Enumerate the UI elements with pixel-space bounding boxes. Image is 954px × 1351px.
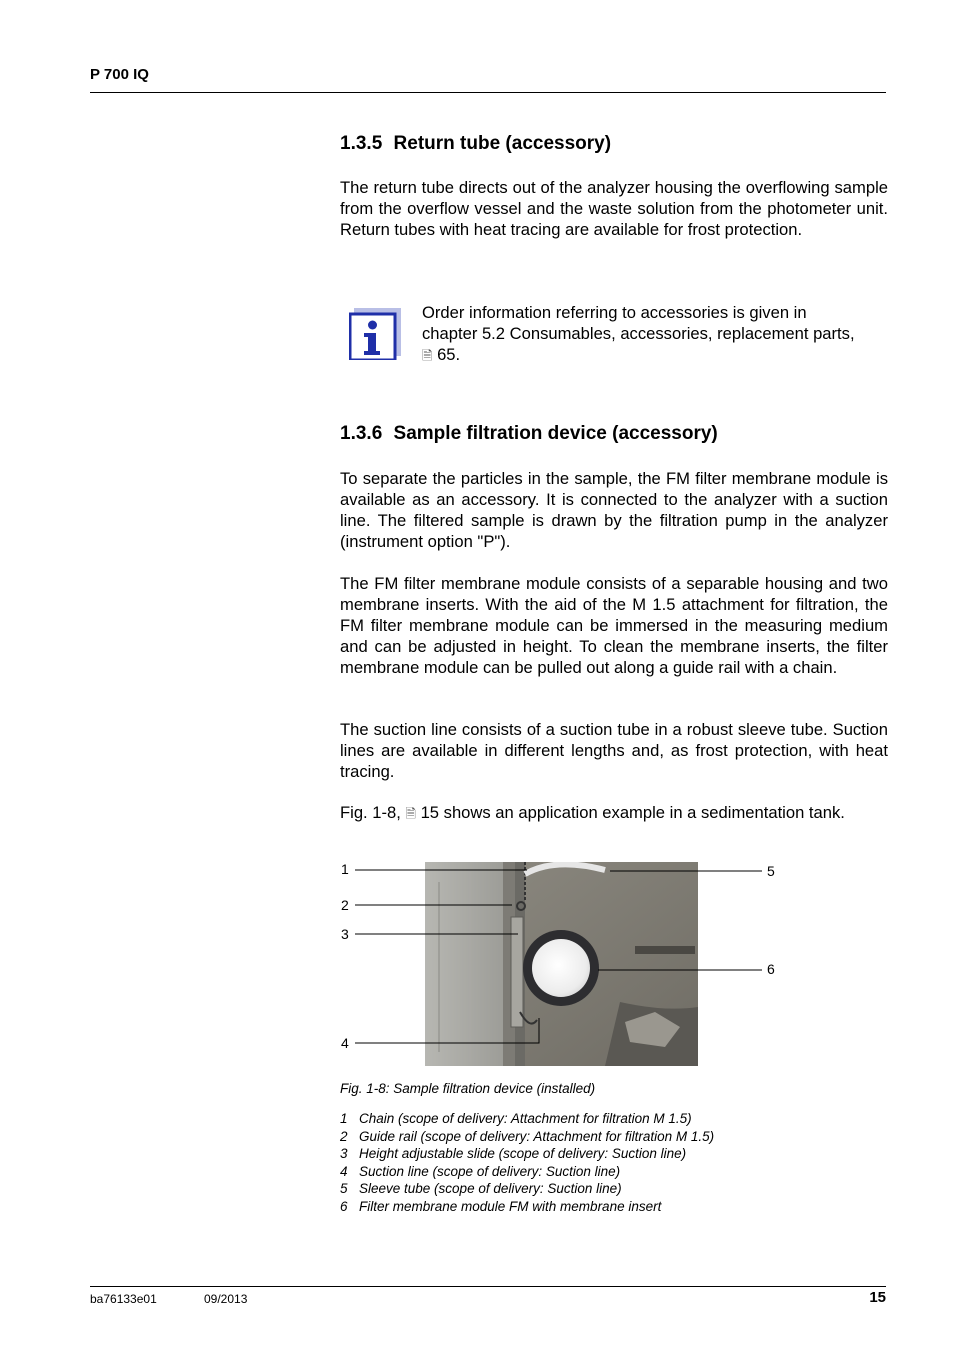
paragraph: The return tube directs out of the analyzer housing the overflowing sample from the overflow vessel and the waste solution from the photometer unit. Return tubes with heat tracing are available for frost protection. bbox=[340, 178, 888, 239]
paragraph: The FM filter membrane module consists of a separable housing and two membrane inserts. With the aid of the M 1.5 attachment for filtration, the FM filter membrane module can be immersed in the measuring medium and can be adjusted in height. To clean the membrane inserts, the filter membrane module can be pulled out along a guide rail with a chain. bbox=[340, 574, 888, 677]
document-title: P 700 IQ bbox=[90, 66, 149, 83]
section-heading-1-3-6 bbox=[340, 423, 718, 445]
section-title: Return tube (accessory) bbox=[393, 133, 612, 154]
info-note bbox=[422, 302, 888, 366]
callout-number: 1 bbox=[341, 861, 349, 877]
page-reference-icon: 🗎 bbox=[422, 348, 433, 363]
callout-number: 2 bbox=[341, 897, 349, 913]
document-id: ba76133e01 bbox=[90, 1292, 157, 1306]
page-reference-icon: 🗎 bbox=[405, 806, 416, 821]
callout-number: 6 bbox=[767, 961, 775, 977]
paragraph: To separate the particles in the sample, the FM filter membrane module is available as an accessory. It is connected to the analyzer with a suction line. The filtered sample is drawn by the filtration pump in the analyzer (instrument option "P"). bbox=[340, 469, 888, 551]
info-note-line: chapter 5.2 Consumables, accessories, replacement parts, bbox=[422, 324, 855, 343]
info-note-line: Order information referring to accessories is given in bbox=[422, 303, 807, 322]
header-rule bbox=[90, 92, 886, 93]
figure-legend bbox=[340, 1110, 714, 1216]
legend-item: 6 Filter membrane module FM with membrane insert bbox=[340, 1198, 662, 1214]
callout-number: 5 bbox=[767, 863, 775, 879]
info-note-ref[interactable] bbox=[422, 344, 888, 366]
section-number: 1.3.5 bbox=[340, 133, 383, 154]
figure-caption: Fig. 1-8: Sample filtration device (installed) bbox=[340, 1081, 596, 1096]
legend-item: 4 Suction line (scope of delivery: Suction line) bbox=[340, 1163, 621, 1179]
paragraph-figure-reference bbox=[340, 802, 888, 824]
figure-link[interactable]: Fig. 1-8, bbox=[340, 803, 401, 822]
callout-number: 3 bbox=[341, 926, 349, 942]
section-number: 1.3.6 bbox=[340, 423, 383, 444]
page-reference-number: 65. bbox=[437, 345, 461, 364]
footer-rule bbox=[90, 1286, 886, 1287]
filtration-device-photo bbox=[425, 862, 698, 1066]
legend-item: 2 Guide rail (scope of delivery: Attachment for filtration M 1.5) bbox=[340, 1128, 715, 1144]
callout-number: 4 bbox=[341, 1035, 349, 1051]
info-icon bbox=[349, 308, 401, 360]
document-date: 09/2013 bbox=[204, 1292, 248, 1306]
legend-item: 5 Sleeve tube (scope of delivery: Suction line) bbox=[340, 1181, 622, 1197]
section-heading-1-3-5 bbox=[340, 133, 611, 155]
paragraph: The suction line consists of a suction tube in a robust sleeve tube. Suction lines are available in different lengths and, as frost protection, with heat tracing. bbox=[340, 720, 888, 781]
paragraph-text: 15 shows an application example in a sedimentation tank. bbox=[420, 803, 845, 822]
page-number: 15 bbox=[869, 1289, 886, 1306]
legend-item: 1 Chain (scope of delivery: Attachment for filtration M 1.5) bbox=[340, 1111, 692, 1126]
section-title: Sample filtration device (accessory) bbox=[393, 423, 718, 444]
legend-item: 3 Height adjustable slide (scope of delivery: Suction line) bbox=[340, 1146, 687, 1162]
